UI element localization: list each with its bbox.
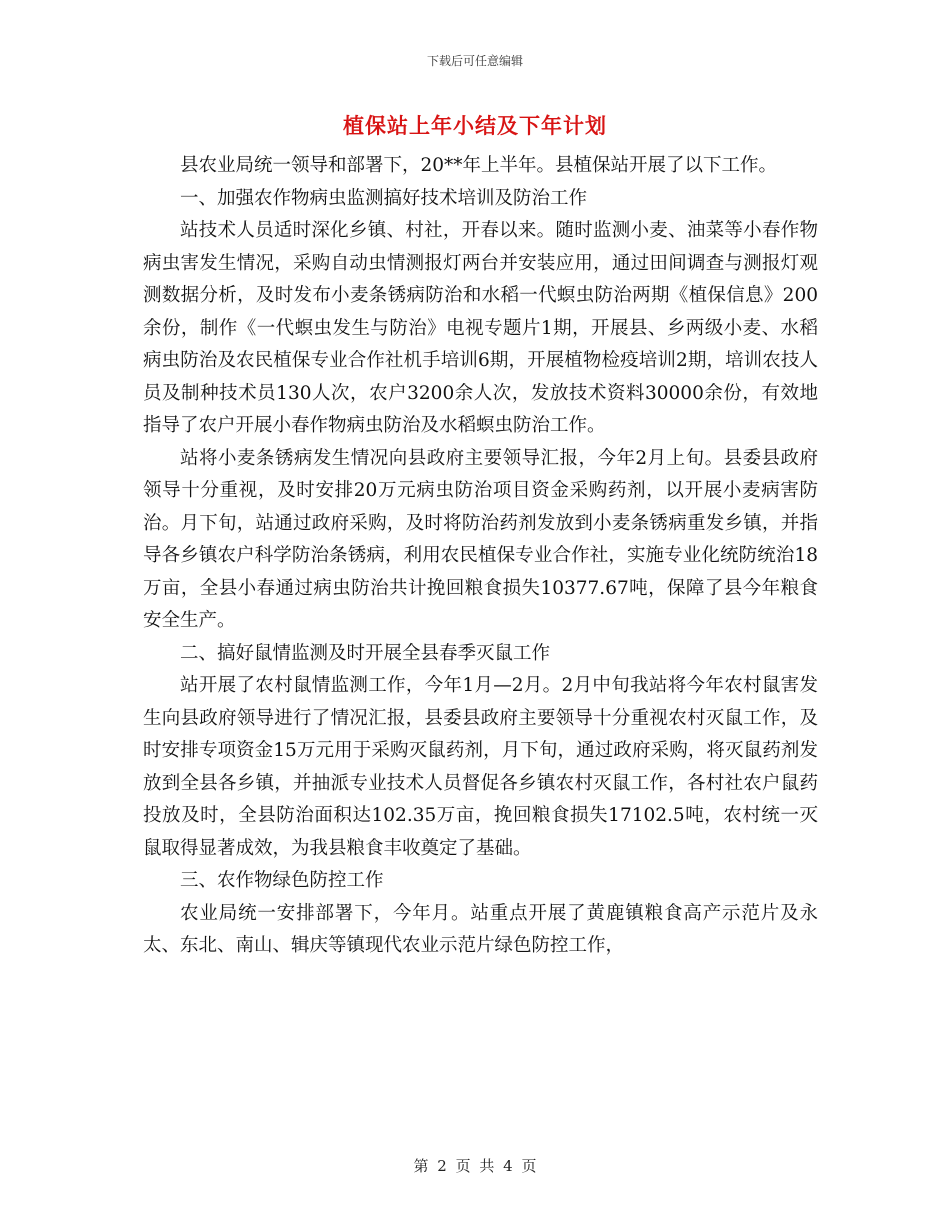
paragraph: 农业局统一安排部署下，今年月。站重点开展了黄鹿镇粮食高产示范片及永太、东北、南山、辑庆等镇现代农业示范片绿色防控工作，	[143, 902, 818, 956]
paragraph: 站开展了农村鼠情监测工作，今年1月—2月。2月中旬我站将今年农村鼠害发生向县政府领导进行了情况汇报，县委县政府主要领导十分重视农村灭鼠工作，及时安排专项资金15万元用于采购灭鼠药剂，月下旬，通过政府采购，将灭鼠药剂发放到全县各乡镇，并抽派专业技术人员督促各乡镇农村灭鼠工作，各村社农户鼠药投放及时，全县防治面积达102.35万亩，挽回粮食损失17102.5吨，农村统一灭鼠取得显著成效，为我县粮食丰收奠定了基础。	[143, 675, 818, 859]
header-note: 下载后可任意编辑	[426, 54, 523, 68]
document-title: 植保站上年小结及下年计划	[343, 113, 607, 138]
paragraph: 站技术人员适时深化乡镇、村社，开春以来。随时监测小麦、油菜等小春作物病虫害发生情况，采购自动虫情测报灯两台并安装应用，通过田间调查与测报灯观测数据分析，及时发布小麦条锈病防治和水稻一代螟虫防治两期《植保信息》200余份，制作《一代螟虫发生与防治》电视专题片1期，开展县、乡两级小麦、水稻病虫防治及农民植保专业合作社机手培训6期，开展植物检疫培训2期，培训农技人员及制种技术员130人次，农户3200余人次，发放技术资料30000余份，有效地指导了农户开展小春作物病虫防治及水稻螟虫防治工作。	[143, 220, 818, 436]
section-heading-1: 一、加强农作物病虫监测搞好技术培训及防治工作	[180, 187, 588, 209]
document-body	[143, 150, 818, 963]
page-footer: 第 2 页 共 4 页	[413, 1157, 537, 1175]
paragraph: 站将小麦条锈病发生情况向县政府主要领导汇报，今年2月上旬。县委县政府领导十分重视，及时安排20万元病虫防治项目资金采购药剂，以开展小麦病害防治。月下旬，站通过政府采购，及时将防治药剂发放到小麦条锈病重发乡镇，并指导各乡镇农户科学防治条锈病，利用农民植保专业合作社，实施专业化统防统治18万亩，全县小春通过病虫防治共计挽回粮食损失10377.67吨，保障了县今年粮食安全生产。	[143, 447, 818, 631]
paragraph-intro: 县农业局统一领导和部署下，20**年上半年。县植保站开展了以下工作。	[180, 155, 778, 176]
section-heading-2: 二、搞好鼠情监测及时开展全县春季灭鼠工作	[180, 642, 551, 664]
section-heading-3: 三、农作物绿色防控工作	[180, 870, 384, 891]
